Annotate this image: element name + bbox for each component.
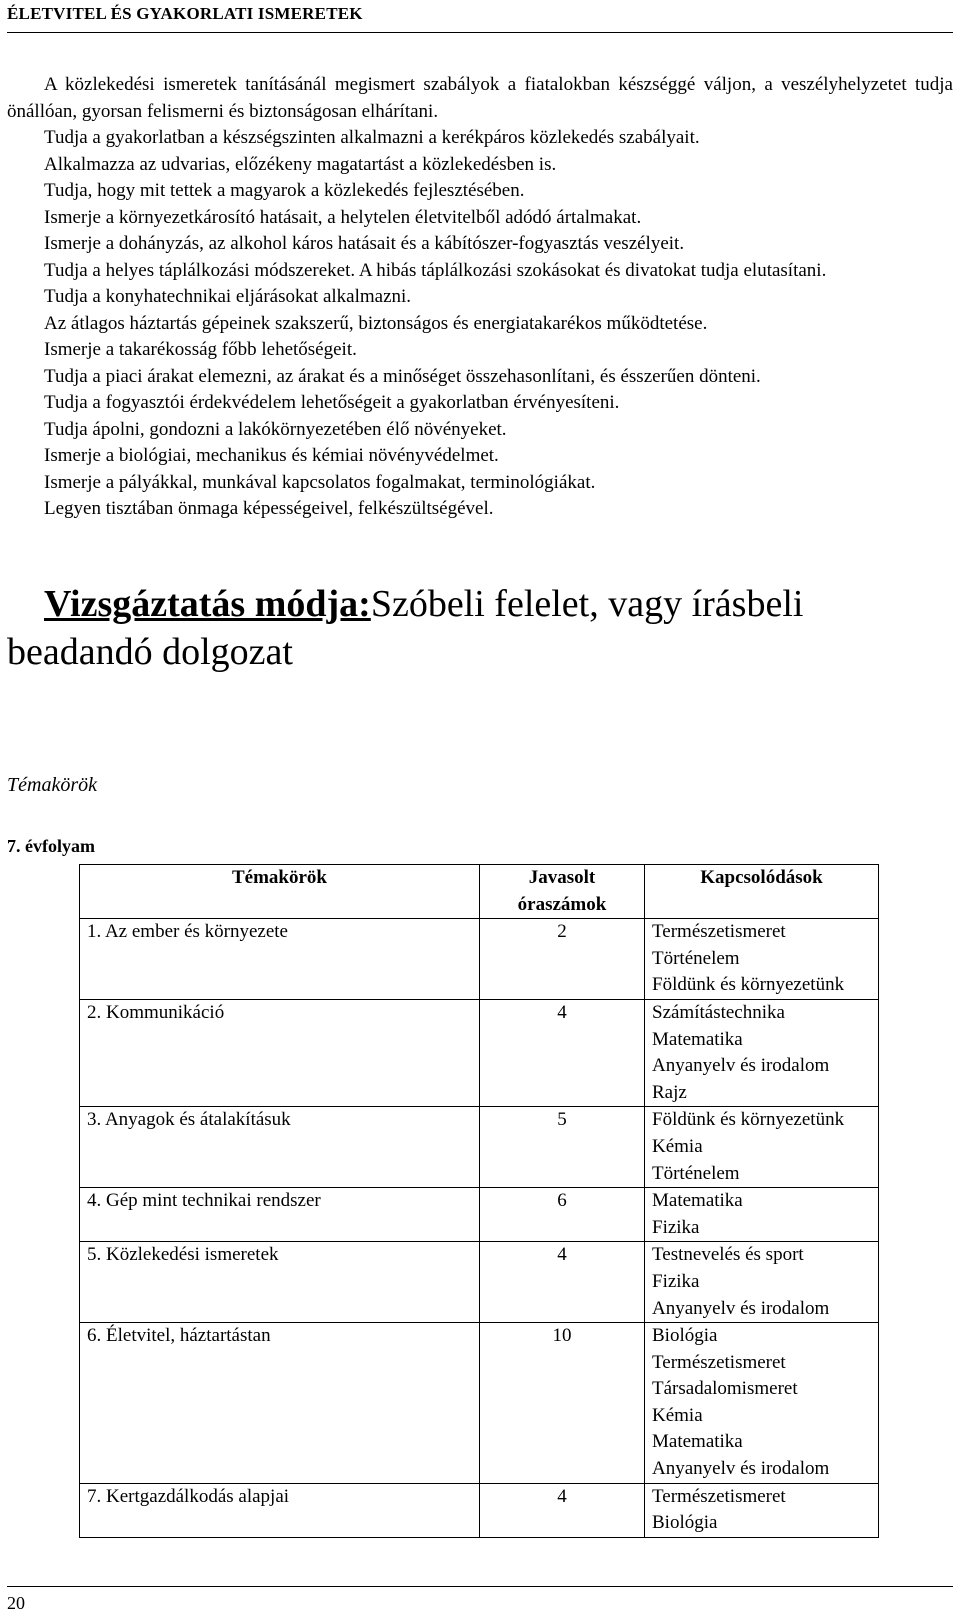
objectives-text [7, 72, 953, 523]
header-links: Kapcsolódások [645, 865, 879, 919]
table-row [80, 1107, 879, 1188]
objective-paragraph: Legyen tisztában önmaga képességeivel, felkészültségével. [44, 498, 494, 519]
objective-paragraph: Tudja a konyhatechnikai eljárásokat alkalmazni. [44, 286, 412, 307]
page-number: 20 [7, 1593, 25, 1613]
link-item: Biológia [652, 1325, 718, 1347]
exam-method-label: Vizsgáztatás módja: [44, 583, 371, 625]
running-header [7, 4, 953, 33]
links-cell [645, 1323, 879, 1484]
link-item: Matematika [652, 1190, 743, 1212]
table-row [80, 1188, 879, 1242]
link-item: Fizika [652, 1270, 700, 1292]
objective-paragraph: Alkalmazza az udvarias, előzékeny magatartást a közlekedésben is. [44, 153, 557, 175]
header-title: ÉLETVITEL ÉS GYAKORLATI ISMERETEK [7, 4, 363, 23]
grade-heading: 7. évfolyam [7, 836, 95, 856]
link-item: Társadalomismeret [652, 1378, 798, 1400]
links-cell [645, 1188, 879, 1242]
link-item: Számítástechnika [652, 1001, 785, 1023]
topic-cell: 3. Anyagok és átalakításuk [80, 1107, 480, 1188]
objective-paragraph: Ismerje a dohányzás, az alkohol káros hatásait és a kábítószer-fogyasztás veszélyeit. [44, 233, 685, 254]
link-item: Földünk és környezetünk [652, 1109, 845, 1131]
hours-cell: 5 [480, 1107, 645, 1188]
link-item: Földünk és környezetünk [652, 974, 845, 996]
topic-cell: 1. Az ember és környezete [80, 919, 480, 1000]
link-item: Matematika [652, 1431, 743, 1453]
topic-cell: 7. Kertgazdálkodás alapjai [80, 1483, 480, 1537]
objective-paragraph: Tudja a gyakorlatban a készségszinten alkalmazni a kerékpáros közlekedés szabályait. [44, 127, 700, 148]
topics-table [79, 864, 879, 1538]
hours-cell: 4 [480, 1483, 645, 1537]
link-item: Matematika [652, 1028, 743, 1050]
header-topics: Témakörök [80, 865, 480, 919]
links-cell [645, 999, 879, 1106]
links-cell [645, 1242, 879, 1323]
link-item: Természetismeret [652, 1485, 786, 1507]
table-row [80, 919, 879, 1000]
topic-cell: 4. Gép mint technikai rendszer [80, 1188, 480, 1242]
table-row [80, 1483, 879, 1537]
table-row [80, 999, 879, 1106]
links-cell [645, 919, 879, 1000]
link-item: Testnevelés és sport [652, 1244, 804, 1266]
exam-method-text: Szóbeli felelet, vagy írásbeli beadandó dolgozat [7, 583, 804, 673]
table-row [80, 1323, 879, 1484]
page-footer [7, 1586, 953, 1614]
objective-paragraph: Az átlagos háztartás gépeinek szakszerű, biztonságos és energiatakarékos működtetése. [44, 312, 708, 334]
topic-cell: 2. Kommunikáció [80, 999, 480, 1106]
link-item: Fizika [652, 1216, 700, 1238]
objective-paragraph: Ismerje a takarékosság főbb lehetőségeit. [44, 339, 357, 360]
topic-cell: 6. Életvitel, háztartástan [80, 1323, 480, 1484]
link-item: Rajz [652, 1081, 687, 1103]
hours-cell: 6 [480, 1188, 645, 1242]
link-item: Történelem [652, 947, 740, 969]
objective-paragraph: Ismerje a biológiai, mechanikus és kémiai növényvédelmet. [44, 445, 499, 466]
objective-paragraph: Tudja, hogy mit tettek a magyarok a közlekedés fejlesztésében. [44, 180, 525, 201]
objective-paragraph: Tudja a fogyasztói érdekvédelem lehetőségeit a gyakorlatban érvényesíteni. [44, 392, 620, 413]
link-item: Biológia [652, 1512, 718, 1534]
link-item: Természetismeret [652, 1351, 786, 1373]
hours-cell: 4 [480, 1242, 645, 1323]
link-item: Természetismeret [652, 921, 786, 943]
objective-paragraph: Ismerje a pályákkal, munkával kapcsolatos fogalmakat, terminológiákat. [44, 471, 596, 493]
objective-paragraph: Tudja a helyes táplálkozási módszereket. A hibás táplálkozási szokásokat és divatokat tudja elutasítani. [44, 259, 827, 281]
link-item: Anyanyelv és irodalom [652, 1297, 830, 1319]
link-item: Anyanyelv és irodalom [652, 1458, 830, 1480]
header-hours: Javasolt óraszámok [480, 865, 645, 919]
link-item: Kémia [652, 1404, 703, 1426]
objective-paragraph: Tudja ápolni, gondozni a lakókörnyezetében élő növényeket. [44, 418, 507, 440]
objective-paragraph: Tudja a piaci árakat elemezni, az árakat és a minőséget összehasonlítani, és ésszerűen dönteni. [44, 365, 761, 387]
link-item: Történelem [652, 1162, 740, 1184]
link-item: Kémia [652, 1135, 703, 1157]
objective-paragraph: Ismerje a környezetkárosító hatásait, a helytelen életvitelből adódó ártalmakat. [44, 206, 642, 228]
topic-cell: 5. Közlekedési ismeretek [80, 1242, 480, 1323]
links-cell [645, 1483, 879, 1537]
table-row [80, 1242, 879, 1323]
links-cell [645, 1107, 879, 1188]
topics-title: Témakörök [7, 774, 97, 796]
hours-cell: 4 [480, 999, 645, 1106]
hours-cell: 2 [480, 919, 645, 1000]
exam-method [7, 580, 953, 676]
hours-cell: 10 [480, 1323, 645, 1484]
objective-paragraph: A közlekedési ismeretek tanításánál megismert szabályok a fiatalokban készséggé váljon, a veszélyhelyzetet tudja önállóan, gyorsan felismerni és biztonságosan elhárítani. [7, 74, 953, 122]
table-header-row [80, 865, 879, 919]
link-item: Anyanyelv és irodalom [652, 1055, 830, 1077]
